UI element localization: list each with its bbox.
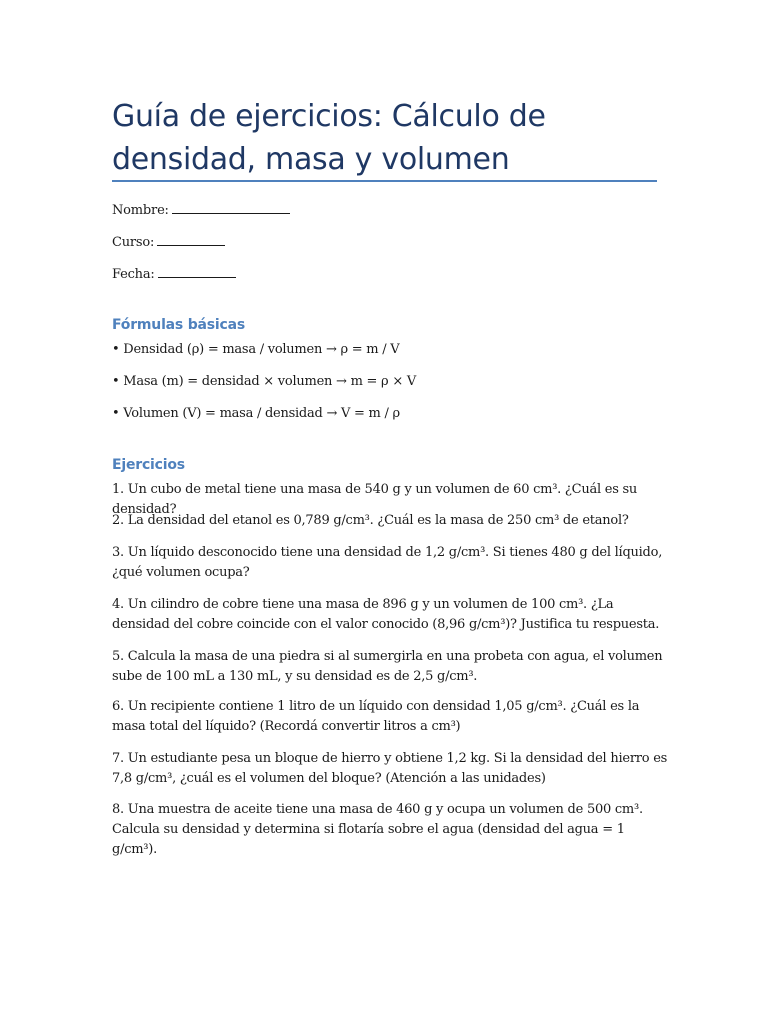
course-field	[112, 234, 225, 251]
name-field	[112, 202, 290, 219]
formula-volume: • Volumen (V) = masa / densidad → V = m / ρ	[112, 406, 400, 421]
exercises-heading: Ejercicios	[112, 457, 185, 473]
course-blank-line	[157, 234, 225, 246]
title-underline	[112, 180, 657, 182]
date-blank-line	[158, 266, 236, 278]
date-field	[112, 266, 236, 283]
name-blank-line	[172, 202, 290, 214]
course-label: Curso:	[112, 235, 155, 250]
exercise-8: 8. Una muestra de aceite tiene una masa de 460 g y ocupa un volumen de 500 cm³. Calcula su densidad y determina si flotaría sobre el agua (densidad del agua = 1 g/cm³).	[112, 802, 643, 857]
exercise-1: 1. Un cubo de metal tiene una masa de 540 g y un volumen de 60 cm³. ¿Cuál es su densidad?	[112, 482, 638, 517]
exercise-2: 2. La densidad del etanol es 0,789 g/cm³. ¿Cuál es la masa de 250 cm³ de etanol?	[112, 513, 629, 528]
exercise-3: 3. Un líquido desconocido tiene una densidad de 1,2 g/cm³. Si tienes 480 g del líquido, ¿qué volumen ocupa?	[112, 545, 663, 580]
formulas-heading: Fórmulas básicas	[112, 317, 246, 333]
formula-mass: • Masa (m) = densidad × volumen → m = ρ × V	[112, 374, 416, 389]
date-label: Fecha:	[112, 267, 155, 282]
name-label: Nombre:	[112, 203, 169, 218]
exercise-5: 5. Calcula la masa de una piedra si al sumergirla en una probeta con agua, el volumen sube de 100 mL a 130 mL, y su densidad es de 2,5 g/cm³.	[112, 649, 663, 684]
document-title: Guía de ejercicios: Cálculo de densidad, masa y volumen	[112, 99, 546, 177]
formula-density: • Densidad (ρ) = masa / volumen → ρ = m / V	[112, 342, 400, 357]
exercise-7: 7. Un estudiante pesa un bloque de hierro y obtiene 1,2 kg. Si la densidad del hierro es 7,8 g/cm³, ¿cuál es el volumen del bloque? (Atención a las unidades)	[112, 751, 668, 786]
exercise-6: 6. Un recipiente contiene 1 litro de un líquido con densidad 1,05 g/cm³. ¿Cuál es la masa total del líquido? (Recordá convertir litros a cm³)	[112, 699, 640, 734]
exercise-4: 4. Un cilindro de cobre tiene una masa de 896 g y un volumen de 100 cm³. ¿La densidad del cobre coincide con el valor conocido (8,96 g/cm³)? Justifica tu respuesta.	[112, 597, 660, 632]
